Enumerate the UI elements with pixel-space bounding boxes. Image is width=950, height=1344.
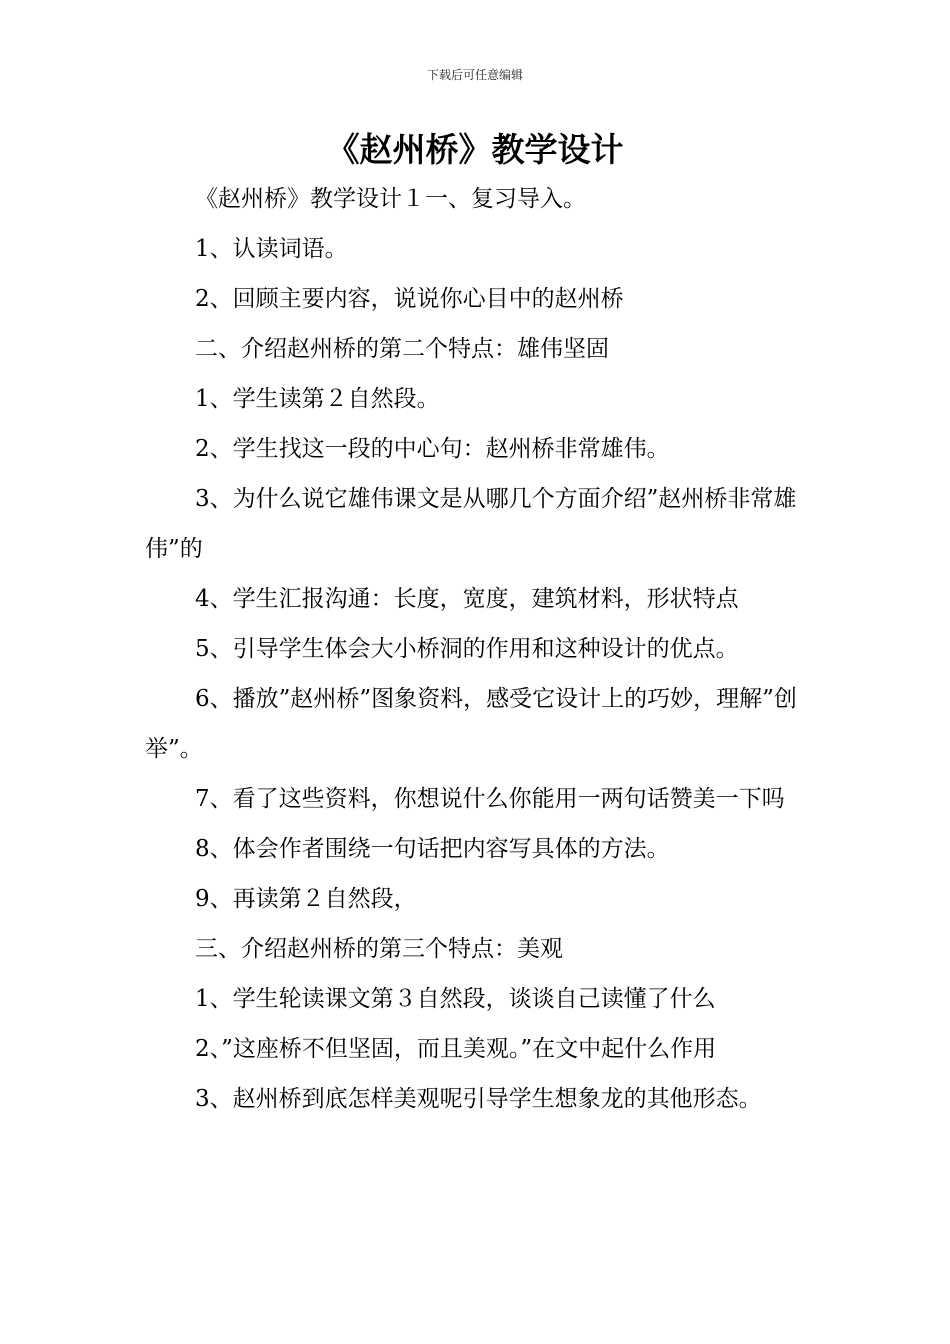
document-title: 《赵州桥》教学设计: [326, 130, 624, 169]
paragraph: 4、学生汇报沟通：长度，宽度，建筑材料，形状特点: [195, 586, 739, 612]
paragraph: 三、介绍赵州桥的第三个特点：美观: [195, 936, 563, 962]
paragraph: 5、引导学生体会大小桥洞的作用和这种设计的优点。: [195, 636, 739, 662]
page-header-note: 下载后可任意编辑: [426, 68, 523, 82]
paragraph: 9、再读第２自然段，: [195, 886, 417, 912]
paragraph: 1、认读词语。: [195, 236, 348, 262]
paragraph: 1、学生轮读课文第３自然段，谈谈自己读懂了什么: [195, 986, 716, 1012]
paragraph: 2、”这座桥不但坚固，而且美观。”在文中起什么作用: [195, 1036, 717, 1062]
document-body: [145, 174, 815, 1124]
paragraph: 7、看了这些资料，你想说什么你能用一两句话赞美一下吗: [195, 786, 785, 812]
paragraph: 二、介绍赵州桥的第二个特点：雄伟坚固: [195, 336, 609, 362]
paragraph: 3、为什么说它雄伟课文是从哪几个方面介绍”赵州桥非常雄伟”的: [145, 486, 797, 562]
paragraph: 3、赵州桥到底怎样美观呢引导学生想象龙的其他形态。: [195, 1086, 762, 1112]
paragraph: 《赵州桥》教学设计１一、复习导入。: [195, 186, 586, 212]
paragraph: 2、回顾主要内容，说说你心目中的赵州桥: [195, 286, 624, 312]
paragraph: 8、体会作者围绕一句话把内容写具体的方法。: [195, 836, 670, 862]
paragraph: 2、学生找这一段的中心句：赵州桥非常雄伟。: [195, 436, 670, 462]
paragraph: 6、播放”赵州桥”图象资料，感受它设计上的巧妙，理解”创举”。: [145, 686, 797, 762]
paragraph: 1、学生读第２自然段。: [195, 386, 440, 412]
